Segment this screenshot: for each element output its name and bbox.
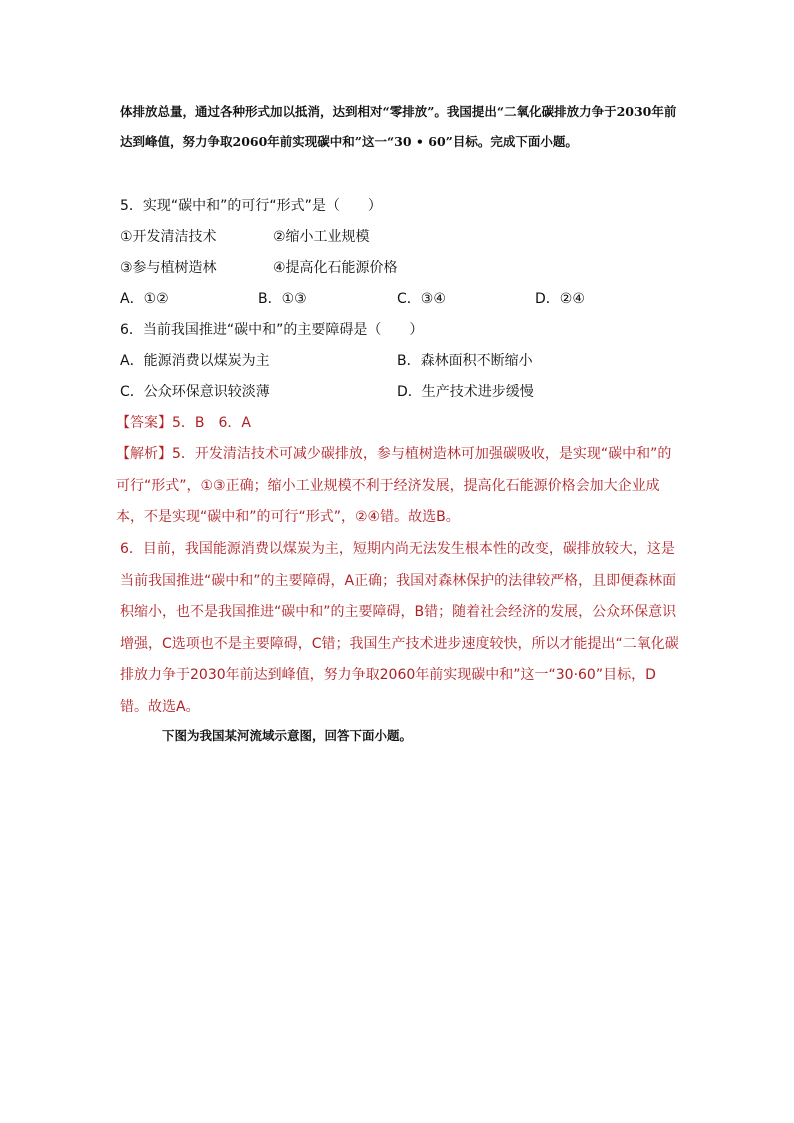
q5-item-4: ④提高化石能源价格	[273, 260, 398, 276]
next-section-lead: 下图为我国某河流域示意图，回答下面小题。	[162, 728, 413, 743]
question-5-stem: 5．实现“碳中和”的可行“形式”是（ ）	[120, 198, 382, 214]
q6-choice-b: B．森林面积不断缩小	[397, 353, 533, 369]
q5-choice-c: C．③④	[397, 291, 446, 307]
q6-choice-a: A．能源消费以煤炭为主	[120, 353, 270, 369]
q5-item-2: ②缩小工业规模	[273, 229, 370, 245]
q5-choice-b: B．①③	[258, 291, 307, 307]
q5-choice-a: A．①②	[120, 291, 169, 307]
q5-item-3: ③参与植树造林	[120, 260, 217, 276]
question-6-stem: 6．当前我国推进“碳中和”的主要障碍是（ ）	[120, 322, 424, 338]
passage-intro: 体排放总量，通过各种形式加以抵消，达到相对“零排放”。我国提出“二氧化碳排放力争于2030年前达到峰值，努力争取2060年前实现碳中和”这一“30 • 60”目标。完成下面小题。	[120, 104, 677, 149]
q6-choice-c: C．公众环保意识较淡薄	[120, 384, 270, 400]
q6-choice-d: D．生产技术进步缓慢	[397, 384, 534, 400]
q5-item-1: ①开发清洁技术	[120, 229, 217, 245]
answer-key: 【答案】5．B 6．A	[116, 415, 251, 431]
analysis-q5: 【解析】5．开发清洁技术可减少碳排放，参与植树造林可加强碳吸收，是实现“碳中和”的可行“形式”，①③正确；缩小工业规模不利于经济发展，提高化石能源价格会加大企业成本，不是实现“碳中和”的可行“形式”，②④错。故选B。	[116, 446, 672, 525]
analysis-q6: 6．目前，我国能源消费以煤炭为主，短期内尚无法发生根本性的改变，碳排放较大，这是当前我国推进“碳中和”的主要障碍，A正确；我国对森林保护的法律较严格，且即便森林面积缩小，也不是我国推进“碳中和”的主要障碍，B错；随着社会经济的发展，公众环保意识增强，C选项也不是主要障碍，C错；我国生产技术进步速度较快，所以才能提出“二氧化碳排放力争于2030年前达到峰值，努力争取2060年前实现碳中和”这一“30·60”目标，D错。故选A。	[120, 541, 679, 715]
q5-choice-d: D．②④	[535, 291, 585, 307]
